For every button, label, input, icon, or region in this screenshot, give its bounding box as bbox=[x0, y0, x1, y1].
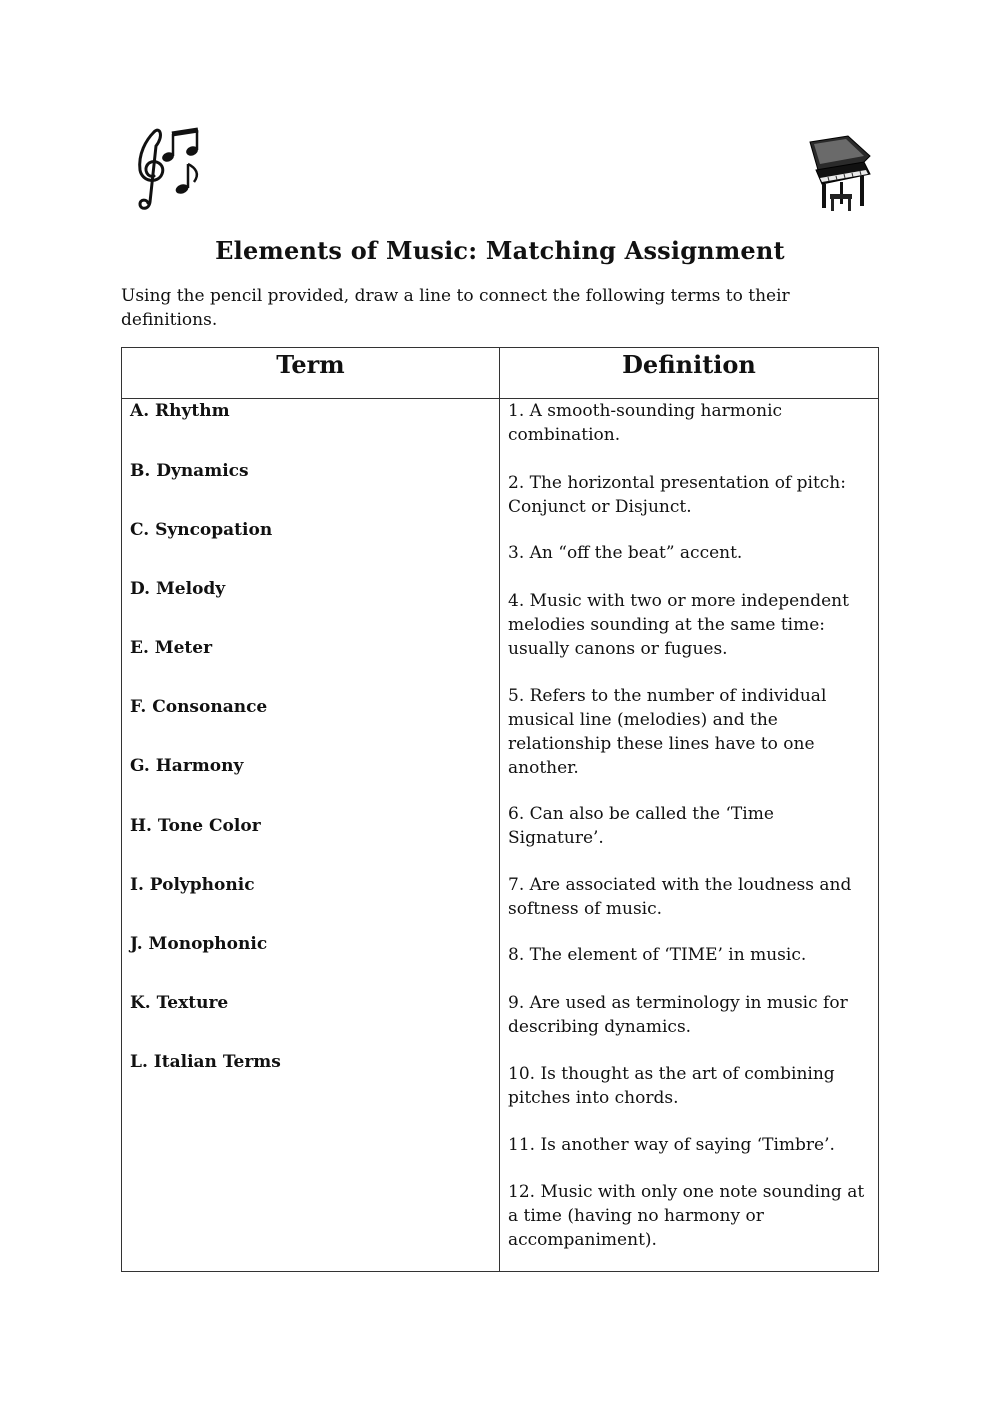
term-item-a: A. Rhythm bbox=[130, 401, 230, 421]
definition-item-3: 3. An “off the beat” accent. bbox=[508, 543, 743, 563]
term-item-e: E. Meter bbox=[130, 638, 213, 658]
term-item-l: L. Italian Terms bbox=[130, 1052, 281, 1072]
term-item-k: K. Texture bbox=[130, 993, 229, 1013]
matching-table bbox=[121, 347, 879, 1272]
instructions-text: Using the pencil provided, draw a line to connect the following terms to their definitions. bbox=[121, 286, 790, 330]
term-item-g: G. Harmony bbox=[130, 756, 244, 776]
term-item-h: H. Tone Color bbox=[130, 816, 261, 836]
term-item-d: D. Melody bbox=[130, 579, 226, 599]
term-item-b: B. Dynamics bbox=[130, 461, 249, 481]
definition-item-10: 10. Is thought as the art of combining pitches into chords. bbox=[508, 1064, 835, 1108]
definition-item-6: 6. Can also be called the ‘Time Signature’. bbox=[508, 804, 774, 848]
term-item-c: C. Syncopation bbox=[130, 520, 273, 540]
music-notes-icon bbox=[128, 122, 208, 217]
definition-column-header: Definition bbox=[622, 350, 756, 379]
column-divider bbox=[499, 348, 500, 1271]
definition-item-7: 7. Are associated with the loudness and softness of music. bbox=[508, 875, 852, 919]
definition-item-8: 8. The element of ‘TIME’ in music. bbox=[508, 945, 807, 965]
definition-item-2: 2. The horizontal presentation of pitch: Conjunct or Disjunct. bbox=[508, 473, 846, 517]
definition-item-9: 9. Are used as terminology in music for describing dynamics. bbox=[508, 993, 848, 1037]
definition-item-5: 5. Refers to the number of individual musical line (melodies) and the relationship these lines have to one another. bbox=[508, 686, 827, 778]
definition-item-11: 11. Is another way of saying ‘Timbre’. bbox=[508, 1135, 835, 1155]
page-title: Elements of Music: Matching Assignment bbox=[215, 236, 785, 265]
term-column-header: Term bbox=[276, 350, 345, 379]
grand-piano-icon bbox=[800, 130, 880, 215]
definition-item-12: 12. Music with only one note sounding at a time (having no harmony or accompaniment). bbox=[508, 1182, 865, 1250]
term-item-i: I. Polyphonic bbox=[130, 875, 255, 895]
definition-item-4: 4. Music with two or more independent melodies sounding at the same time: usually canons or fugues. bbox=[508, 591, 849, 659]
term-item-j: J. Monophonic bbox=[130, 934, 268, 954]
definition-item-1: 1. A smooth-sounding harmonic combination. bbox=[508, 401, 783, 445]
term-item-f: F. Consonance bbox=[130, 697, 268, 717]
